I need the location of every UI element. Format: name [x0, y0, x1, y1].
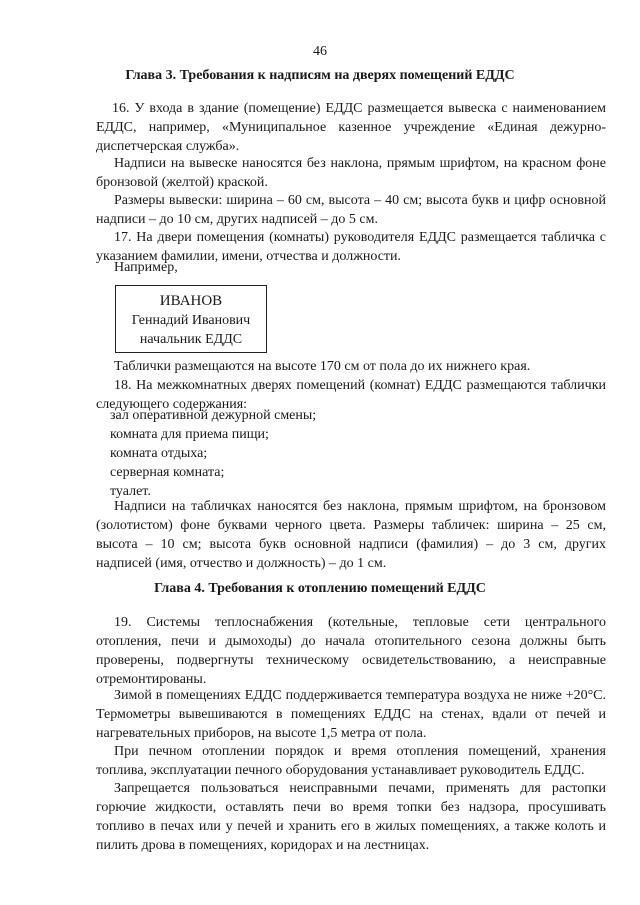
page-number: 46 [313, 44, 327, 59]
list-item: комната отдыха; [110, 446, 208, 461]
paragraph-16-signboard-size: Размеры вывески: ширина – 60 см, высота – 40 см; высота букв и цифр основной надписи – до 10 см, других надписей – до 5 см. [96, 193, 606, 227]
paragraph-16-signboard-style: Надписи на вывеске наносятся без наклона, прямым шрифтом, на красном фоне бронзовой (желтой) краской. [96, 156, 606, 190]
sign-name: Геннадий Иванович [131, 313, 251, 328]
room-sign-list [110, 406, 316, 501]
paragraph-18-sign-style: Надписи на табличках наносятся без наклона, прямым шрифтом, на бронзовом (золотистом) фоне буквами черного цвета. Размеры табличек: ширина – 25 см, высота – 10 см; высота букв основной надписи (фамилия) – до 3 см, других надписей (имя, отчество и должность) – до 1 см. [96, 499, 606, 571]
paragraph-19-temperature: Зимой в помещениях ЕДДС поддерживается температура воздуха не ниже +20°С. Термометры вывешиваются в помещениях ЕДДС на стенах, вдали от печей и нагревательных приборов, на высоте 1,5 метра от пола. [96, 688, 606, 741]
sign-surname: ИВАНОВ [159, 293, 223, 309]
paragraph-17: 17. На двери помещения (комнаты) руководителя ЕДДС размещается табличка с указанием фамилии, имени, отчества и должности. [96, 230, 606, 264]
paragraph-17-mount-height: Таблички размещаются на высоте 170 см от пола до их нижнего края. [114, 359, 531, 374]
paragraph-19-stove-heating: При печном отоплении порядок и время отопления помещений, хранения топлива, эксплуатации печного оборудования устанавливает руководитель ЕДДС. [96, 744, 606, 778]
paragraph-19: 19. Системы теплоснабжения (котельные, тепловые сети центрального отопления, печи и дымоходы) до начала отопительного сезона должны быть проверены, подвергнуты техническому освидетельствованию, а неисправные отремонтированы. [96, 615, 606, 687]
chapter-4-title: Глава 4. Требования к отоплению помещений ЕДДС [154, 581, 486, 596]
list-item: комната для приема пищи; [110, 427, 269, 442]
list-item: зал оперативной дежурной смены; [110, 408, 317, 423]
paragraph-19-prohibitions: Запрещается пользоваться неисправными печами, применять для растопки горючие жидкости, оставлять печи во время топки без надзора, просушивать топливо в печах или у печей и хранить его в жилых помещениях, а также колоть и пилить дрова в помещениях, коридорах и на лестницах. [96, 781, 606, 853]
door-sign-example [115, 285, 267, 353]
sign-position: начальник ЕДДС [139, 332, 243, 347]
chapter-3-title: Глава 3. Требования к надписям на дверях помещений ЕДДС [125, 68, 515, 83]
paragraph-16: 16. У входа в здание (помещение) ЕДДС размещается вывеска с наименованием ЕДДС, например, «Муниципальное казенное учреждение «Единая дежурно-диспетчерская служба». [96, 101, 606, 154]
paragraph-18: 18. На межкомнатных дверях помещений (комнат) ЕДДС размещаются таблички следующего содержания: [96, 378, 606, 412]
list-item: туалет. [110, 484, 151, 499]
list-item: серверная комната; [110, 465, 225, 480]
example-label: Например, [114, 260, 178, 275]
